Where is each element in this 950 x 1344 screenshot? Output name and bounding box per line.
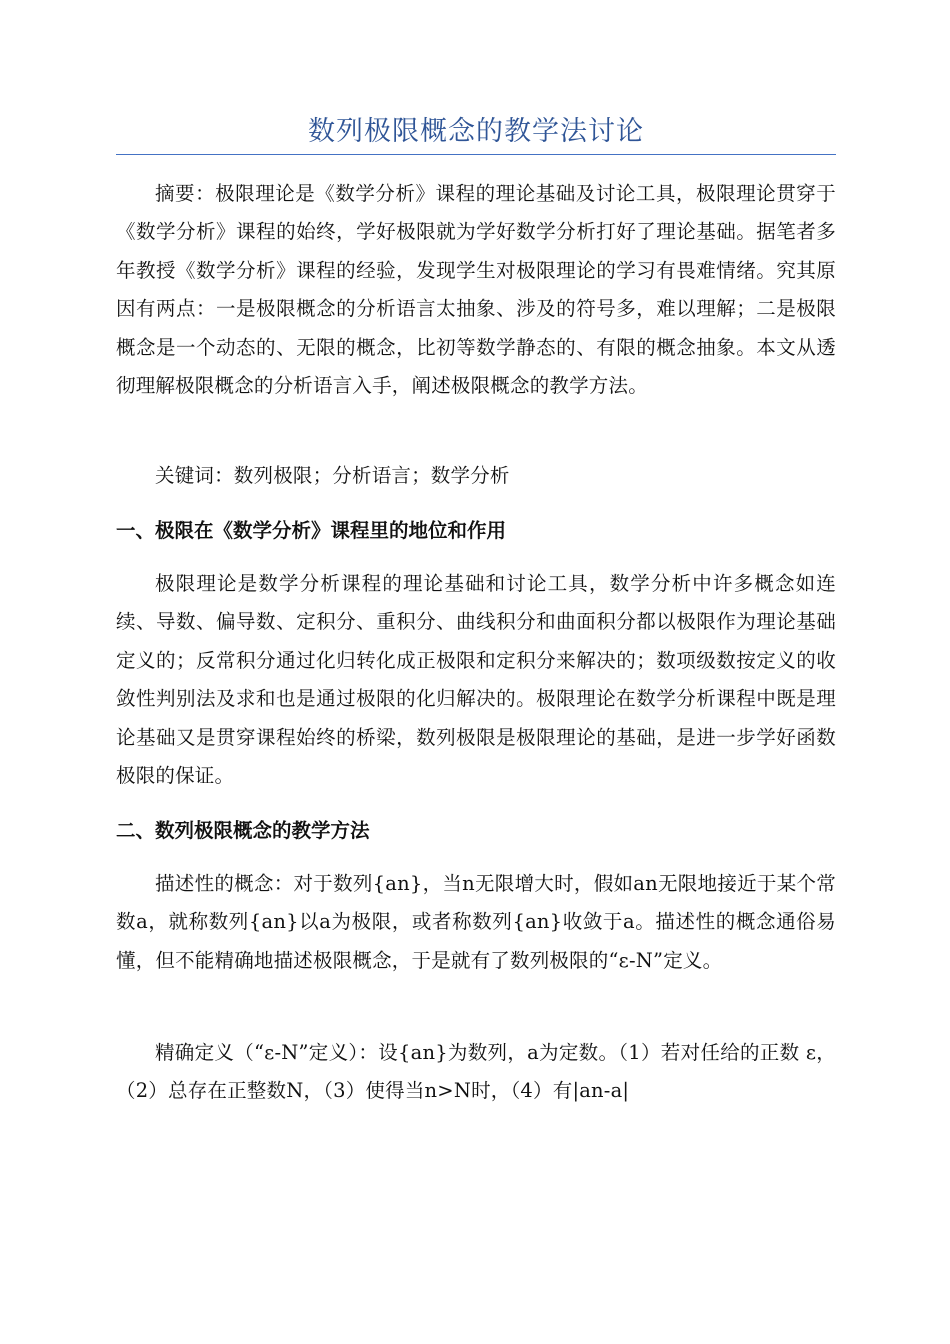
section-2-heading: 二、数列极限概念的教学方法 xyxy=(116,819,370,842)
section-2-descriptive-definition: 描述性的概念：对于数列{an}，当n无限增大时，假如an无限地接近于某个常数a，就称数列{an}以a为极限，或者称数列{an}收敛于a。描述性的概念通俗易懂，但不能精确地描述极限概念，于是就有了数列极限的“ε-N”定义。 xyxy=(116,872,836,972)
section-1-body: 极限理论是数学分析课程的理论基础和讨论工具，数学分析中许多概念如连续、导数、偏导数、定积分、重积分、曲线积分和曲面积分都以极限作为理论基础定义的；反常积分通过化归转化成正极限和定积分来解决的；数项级数按定义的收敛性判别法及求和也是通过极限的化归解决的。极限理论在数学分析课程中既是理论基础又是贯穿课程始终的桥梁，数列极限是极限理论的基础，是进一步学好函数极限的保证。 xyxy=(116,572,836,788)
document-title: 数列极限概念的教学法讨论 xyxy=(308,116,644,147)
section-1-heading: 一、极限在《数学分析》课程里的地位和作用 xyxy=(116,519,507,542)
title-underline xyxy=(116,154,836,155)
keywords-line: 关键词：数列极限；分析语言；数学分析 xyxy=(155,464,510,487)
abstract-paragraph: 摘要：极限理论是《数学分析》课程的理论基础及讨论工具，极限理论贯穿于《数学分析》课程的始终，学好极限就为学好数学分析打好了理论基础。据笔者多年教授《数学分析》课程的经验，发现学生对极限理论的学习有畏难情绪。究其原因有两点：一是极限概念的分析语言太抽象、涉及的符号多，难以理解；二是极限概念是一个动态的、无限的概念，比初等数学静态的、有限的概念抽象。本文从透彻理解极限概念的分析语言入手，阐述极限概念的教学方法。 xyxy=(116,182,836,398)
section-2-precise-definition: 精确定义（“ε-N”定义）：设{an}为数列，a为定数。（1）若对任给的正数 ε，（2）总存在正整数N，（3）使得当n>N时，（4）有|an-a| xyxy=(116,1041,836,1103)
